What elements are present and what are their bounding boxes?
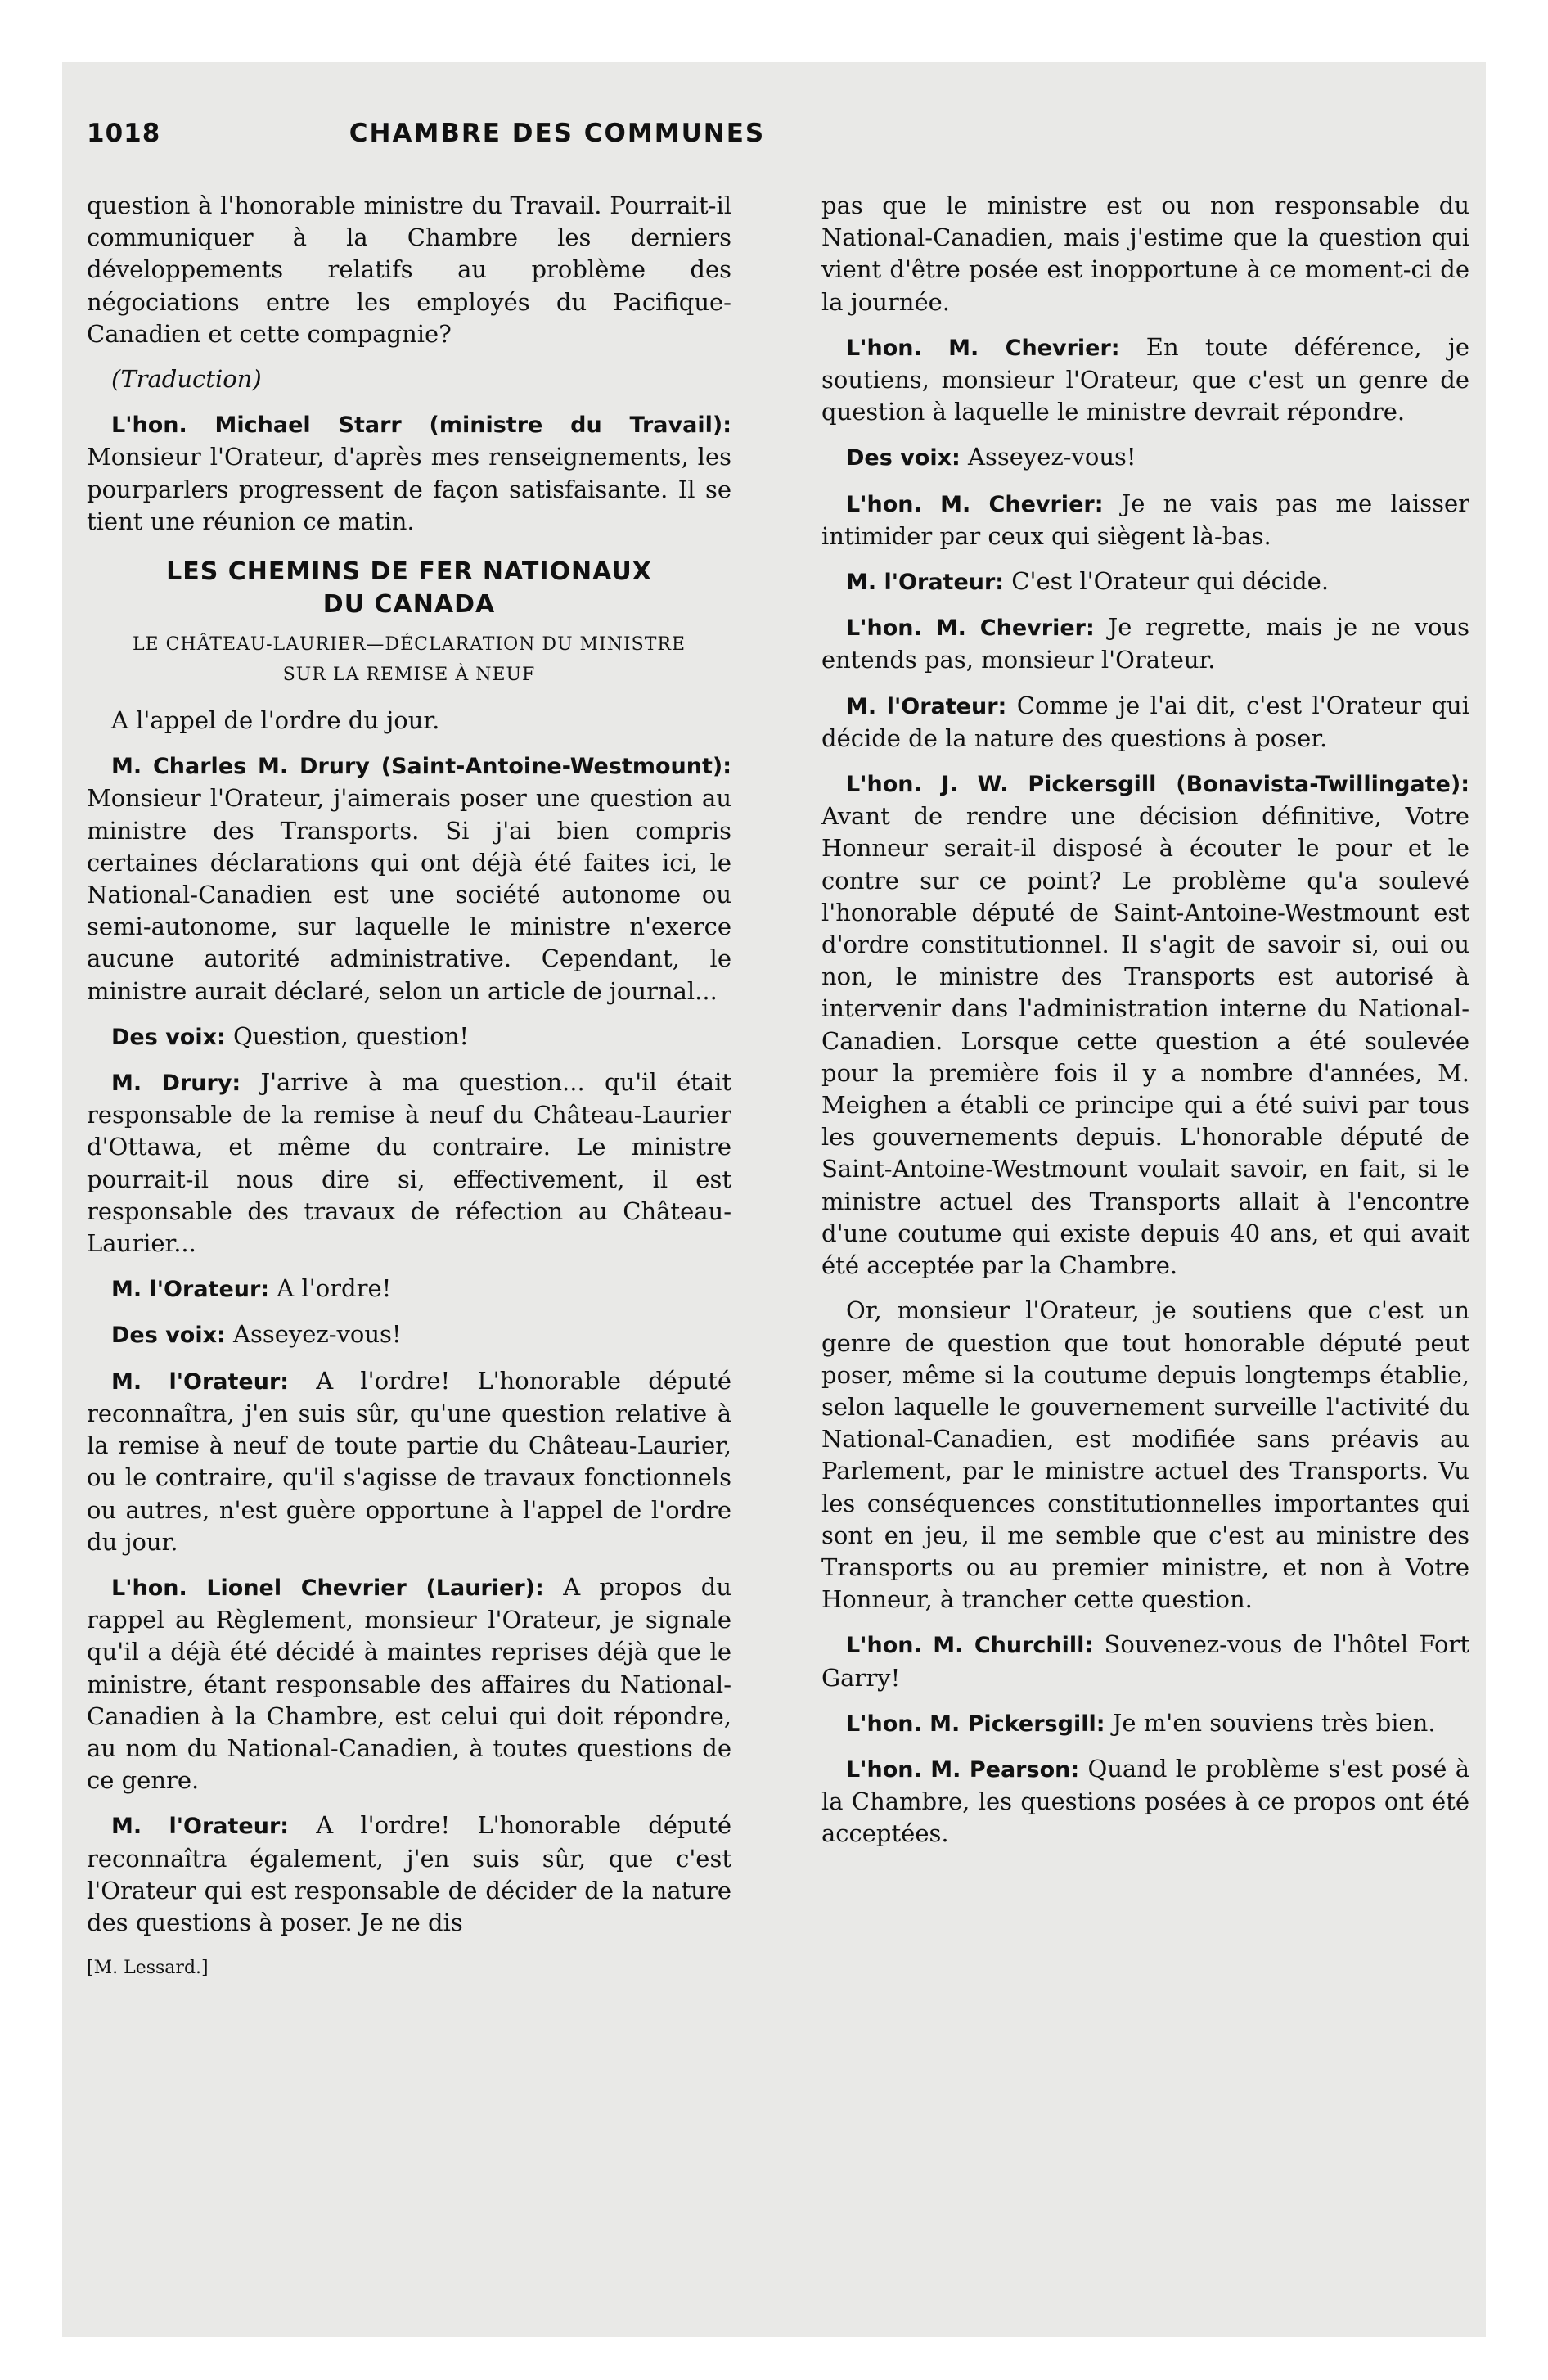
speech-drury: M. Charles M. Drury (Saint-Antoine-Westmount): Monsieur l'Orateur, j'aimerais poser une question au ministre des Transports. Si j'ai bien compris certaines déclarations qui ont déjà été faites ici, le National-Canadien est une société autonome ou semi-autonome, sur laquelle le ministre n'exerce aucune autorité administrative. Cependant, le ministre aurait déclaré, selon un article de journal... xyxy=(87,754,731,1005)
speech-chevrier: L'hon. M. Chevrier: En toute déférence, je soutiens, monsieur l'Orateur, que c'est un genre de question à laquelle le ministre devrait répondre. xyxy=(821,332,1469,426)
speaker-name: L'hon. M. Churchill: xyxy=(846,1633,1094,1659)
speaker-name: M. Drury: xyxy=(111,1071,241,1097)
paragraph: pas que le ministre est ou non responsable du National-Canadien, mais j'estime que la question qui vient d'être posée est inopportune à ce moment-ci de la journée. xyxy=(821,192,1469,316)
left-column xyxy=(87,190,731,1984)
speech-voices: Des voix: Asseyez-vous! xyxy=(111,1320,402,1349)
paragraph: question à l'honorable ministre du Travail. Pourrait-il communiquer à la Chambre les derniers développements relatifs au problème des négociations entre les employés du Pacifique-Canadien et cette compagnie? xyxy=(87,192,731,348)
speaker-name: M. l'Orateur: xyxy=(111,1277,270,1303)
speaker-name: M. Charles M. Drury (Saint-Antoine-Westmount): xyxy=(111,754,731,780)
page-number: 1018 xyxy=(87,119,161,148)
speech-speaker: M. l'Orateur: A l'ordre! xyxy=(111,1274,392,1303)
speaker-name: L'hon. M. Chevrier: xyxy=(846,335,1120,361)
speech-speaker: M. l'Orateur: A l'ordre! L'honorable député reconnaîtra également, j'en suis sûr, que c'est l'Orateur qui est responsable de décider de la nature des questions à poser. Je ne dis xyxy=(87,1811,731,1936)
speech-chevrier: L'hon. Lionel Chevrier (Laurier): A propos du rappel au Règlement, monsieur l'Orateur, je signale qu'il a déjà été décidé à maintes reprises déjà que le ministre, étant responsable des affaires du National-Canadien à la Chambre, est celui qui doit répondre, au nom du National-Canadien, à toutes questions de ce genre. xyxy=(87,1572,731,1795)
speech-speaker: M. l'Orateur: Comme je l'ai dit, c'est l'Orateur qui décide de la nature des questions à poser. xyxy=(821,691,1469,752)
speech-speaker: M. l'Orateur: C'est l'Orateur qui décide. xyxy=(846,567,1330,596)
speaker-name: M. l'Orateur: xyxy=(846,693,1007,719)
right-column xyxy=(821,190,1469,1864)
speech-starr: L'hon. Michael Starr (ministre du Travail): Monsieur l'Orateur, d'après mes renseignements, les pourparlers progressent de façon satisfaisante. Il se tient une réunion ce matin. xyxy=(87,412,731,535)
paragraph: Or, monsieur l'Orateur, je soutiens que c'est un genre de question que tout honorable député peut poser, même si la coutume depuis longtemps établie, selon laquelle le gouvernement surveille l'activité du National-Canadien, est modifiée sans préavis au Parlement, par le ministre actuel des Transports. Vu les conséquences constitutionnelles importantes qui sont en jeu, il me semble que c'est au ministre des Transports ou au premier ministre, et non à Votre Honneur, à trancher cette question. xyxy=(821,1296,1469,1614)
section-heading: LES CHEMINS DE FER NATIONAUX DU CANADA xyxy=(166,557,652,620)
speaker-name: L'hon. M. Pearson: xyxy=(846,1756,1080,1783)
speech-chevrier: L'hon. M. Chevrier: Je regrette, mais je ne vous entends pas, monsieur l'Orateur. xyxy=(821,613,1469,674)
speech-pickersgill: L'hon. J. W. Pickersgill (Bonavista-Twillingate): Avant de rendre une décision définitive, Votre Honneur serait-il disposé à écouter le pour et le contre sur ce point? Le problème qu'a soulevé l'honorable député de Saint-Antoine-Westmount est d'ordre constitutionnel. Il s'agit de savoir si, oui ou non, le ministre des Transports est autorisé à intervenir dans l'administration interne du National-Canadien. Lorsque cette question a été soulevée pour la première fois il y a nombre d'années, M. Meighen a établi ce principe qui a été suivi par tous les gouvernements depuis. L'honorable député de Saint-Antoine-Westmount voulait savoir, en fait, si le ministre actuel des Transports allait à l'encontre d'une coutume qui existe depuis 40 ans, et qui avait été acceptée par la Chambre. xyxy=(821,772,1469,1280)
speech-pickersgill: L'hon. M. Pickersgill: Je m'en souviens très bien. xyxy=(846,1708,1436,1737)
speech-churchill: L'hon. M. Churchill: Souvenez-vous de l'hôtel Fort Garry! xyxy=(821,1630,1469,1692)
speaker-name: L'hon. J. W. Pickersgill (Bonavista-Twillingate): xyxy=(846,772,1469,798)
footer-note: [M. Lessard.] xyxy=(87,1958,209,1979)
speaker-name: L'hon. M. Chevrier: xyxy=(846,491,1104,517)
speech-voices: Des voix: Question, question! xyxy=(111,1021,470,1050)
speaker-name: M. l'Orateur: xyxy=(111,1368,290,1395)
translation-note: (Traduction) xyxy=(111,365,262,394)
speaker-name: M. l'Orateur: xyxy=(111,1814,290,1840)
speech-speaker: M. l'Orateur: A l'ordre! L'honorable député reconnaîtra, j'en suis sûr, qu'une question relative à la remise à neuf de toute partie du Château-Laurier, ou le contraire, qu'il s'agisse de travaux fonctionnels ou autres, n'est guère opportune à l'appel de l'ordre du jour. xyxy=(87,1366,731,1556)
speech-chevrier: L'hon. M. Chevrier: Je ne vais pas me laisser intimider par ceux qui siègent là-bas. xyxy=(821,489,1469,550)
section-subtitle: LE CHÂTEAU-LAURIER—DÉCLARATION DU MINISTRE SUR LA REMISE À NEUF xyxy=(132,634,686,686)
speaker-name: L'hon. Lionel Chevrier (Laurier): xyxy=(111,1575,544,1601)
running-header xyxy=(87,119,1028,168)
speech-drury: M. Drury: J'arrive à ma question... qu'il était responsable de la remise à neuf du Château-Laurier d'Ottawa, et même du contraire. Le ministre pourrait-il nous dire si, effectivement, il est responsable des travaux de réfection au Château-Laurier... xyxy=(87,1068,732,1258)
speaker-name: Des voix: xyxy=(111,1024,226,1050)
speech-pearson: L'hon. M. Pearson: Quand le problème s'est posé à la Chambre, les questions posées à ce propos ont été acceptées. xyxy=(821,1754,1469,1848)
speaker-name: L'hon. M. Chevrier: xyxy=(846,615,1095,642)
paragraph: A l'appel de l'ordre du jour. xyxy=(111,706,440,735)
speaker-name: M. l'Orateur: xyxy=(846,570,1005,596)
speech-voices: Des voix: Asseyez-vous! xyxy=(846,443,1136,471)
speaker-name: Des voix: xyxy=(111,1323,226,1349)
speaker-name: Des voix: xyxy=(846,445,961,471)
speaker-name: L'hon. Michael Starr (ministre du Travail): xyxy=(111,412,731,439)
running-title: CHAMBRE DES COMMUNES xyxy=(349,119,766,148)
speaker-name: L'hon. M. Pickersgill: xyxy=(846,1711,1105,1737)
